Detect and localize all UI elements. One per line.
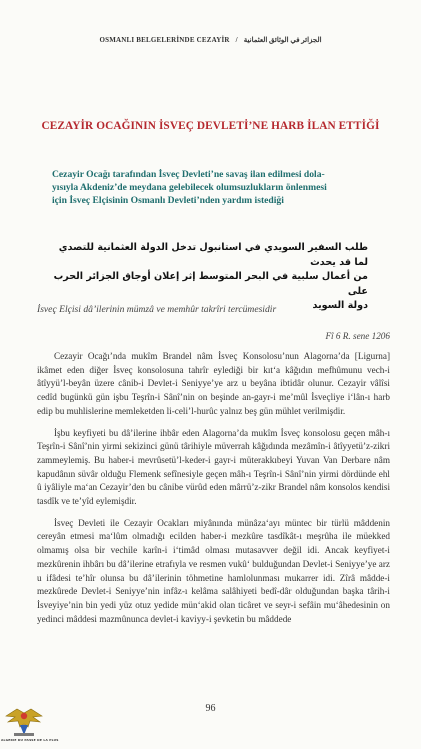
body-paragraph: İsveç Devleti ile Cezayir Ocakları miyânında münâza‘ayı müntec bir türlü mâddenin cereyân etmesi ma‘lûm olmadığı ecilden haber-i mezkûre tasdîkât-ı meşrûha ile müekked olmamış olsa bir vechile karîn-i i‘timâd olması mutasavver değil idi. Ancak keyfiyet-i mezkûrenin ihbârı bu dâ’ilerine etrafıyla ve resmen vukû‘ bulduğundan Devlet-i Seniyye’ye arz u ifâdesi te’hîr olunsa bu dâ’ilerinin töhmetine hamlolunması mukarrer idi. Zîrâ mâdde-i mezkûrede Devlet-i Seniyye’nin infâz-ı kelâma salâhiyeti bedî-dâr olduğundan başka târih-i İsveyiye’nin bin yedi yüz otuz yedide mün‘akid olan ticâret ve seyr-i sefâin mu‘âhedesinin on yedinci mâddesi mazmûnunca devlet-i kaviyy-i şevketin bu mâddede — [37, 517, 390, 624]
eagle-emblem-icon — [3, 707, 45, 739]
watermark-text: ALGERIE DU PASSE DE LA PLUS — [1, 738, 59, 742]
summary-arabic — [50, 241, 368, 314]
page-number: 96 — [205, 703, 216, 714]
summary-turkish — [52, 168, 382, 207]
document-title: CEZAYİR OCAĞININ İSVEÇ DEVLETİ’NE HARB İLAN ETTİĞİ — [41, 120, 380, 132]
document-label: İsveç Elçisi dâ’ilerinin mümzâ ve memhûr takrîri tercümesidir — [37, 304, 277, 315]
body-paragraph: İşbu keyfiyeti bu dâ’ilerine ihbâr eden Alagorna’da mukîm İsveç konsolosu geçen mâh-ı Teşrîn-i Sânî’nin yirmi sekizinci günü târihiyle müverrah kâğıdında mezâmîn-i âtîyyetü’z-zikri zammeylemiş. Bu haber-i mevrûsetü’l-keder-i gayr-i müterakkıbeyi Yuvan Van Derbare nâm kapudânın süvâr olduğu Flemenk sefînesiyle geçen mâh-ı Teşrîn-i Sânî’nin yirmi dördünde ehl û iyâliyle ma‘an Cezayir’den bu cânibe vürûd eden mârrü’z-zikr Brandel nâm konsolos kendisi tasdîk ve te’yîd eylemişdir. — [37, 427, 390, 507]
running-head-separator: / — [235, 36, 238, 44]
summary-turkish-line: Cezayir Ocağı tarafından İsveç Devleti’ne savaş ilan edilmesi dola- — [52, 169, 325, 180]
body-paragraph: Cezayir Ocağı’nda mukîm Brandel nâm İsveç Konsolosu’nun Alagorna’da [Ligurna] ikâmet eden diğer İsveç konsolosuna tahrîr eylediği bir kıt‘a kâğıdın mefhûmunu vech-i âtîyyü’l-beyân üzere cânib-i Devlet-i Seniyye’ye arz u beyâna ibtidâr olunur. Cezayir vâlîsi cedîd bugünkü gün işbu Teşrîn-i Sânî’nin on beşinde an-gayr-i me’mûl İsveçliye i‘lân-ı harb edip bu muhlislerine memleketden li-celi’l-hurûc yalnız beş gün mühlet verilmişdir. — [37, 351, 390, 416]
watermark-logo — [1, 707, 59, 747]
summary-arabic-line: من أعمال سلبية في البحر المتوسط إثر إعلان أوجاق الجزائر الحرب على — [53, 271, 368, 297]
running-head-left: OSMANLI BELGELERİNDE CEZAYİR — [99, 36, 230, 44]
summary-arabic-line: طلب السفير السويدي في استانبول تدخل الدولة العثمانية للتصدي لما قد يحدث — [58, 242, 368, 268]
summary-arabic-line: دولة السويد — [312, 300, 368, 311]
document-date: Fî 6 R. sene 1206 — [325, 331, 390, 341]
summary-turkish-line: yısıyla Akdeniz’de meydana gelebilecek olumsuzlukların önlenmesi — [52, 182, 327, 193]
running-head — [0, 36, 421, 44]
body-text — [37, 350, 390, 634]
running-head-right: الجزائر في الوثائق العثمانية — [243, 36, 322, 44]
summary-turkish-line: için İsveç Elçisinin Osmanlı Devleti’nden yardım istediği — [52, 195, 284, 206]
